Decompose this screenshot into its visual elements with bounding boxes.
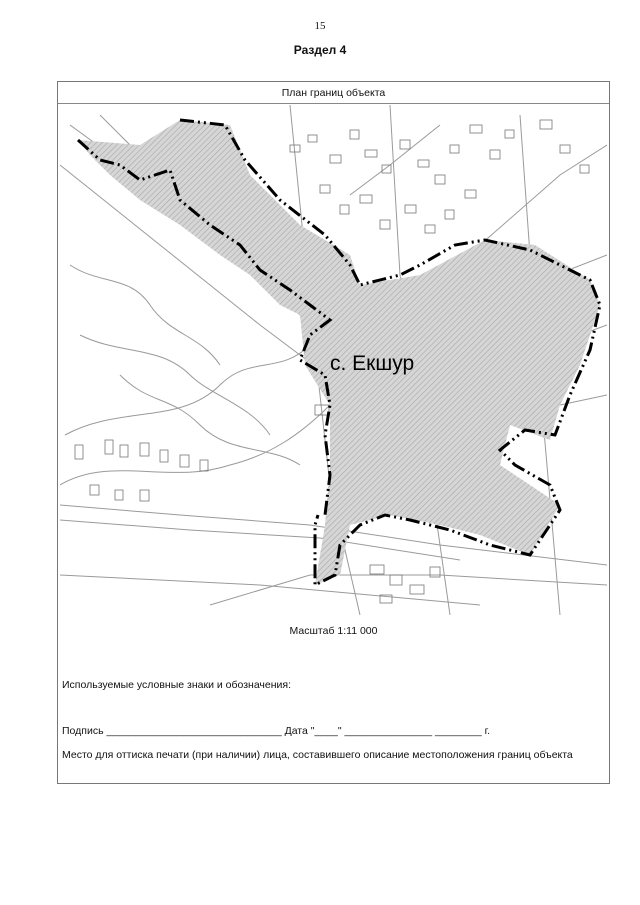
page-number: 15 <box>314 20 326 32</box>
seal-note: Место для оттиска печати (при наличии) лица, составившего описание местоположения границ объекта <box>62 749 573 761</box>
legend-label: Используемые условные знаки и обозначения: <box>62 679 292 691</box>
signature-date-line: Подпись ______________________________ Дата "____" _______________ ________ г. <box>62 725 491 737</box>
map-scale: Масштаб 1:11 000 <box>289 625 378 637</box>
boundary-map <box>60 105 607 615</box>
section-title: Раздел 4 <box>293 43 347 57</box>
frame-header: План границ объекта <box>58 82 609 104</box>
boundary-plan-frame <box>57 81 610 784</box>
settlement-name-label: с. Екшур <box>330 352 415 375</box>
